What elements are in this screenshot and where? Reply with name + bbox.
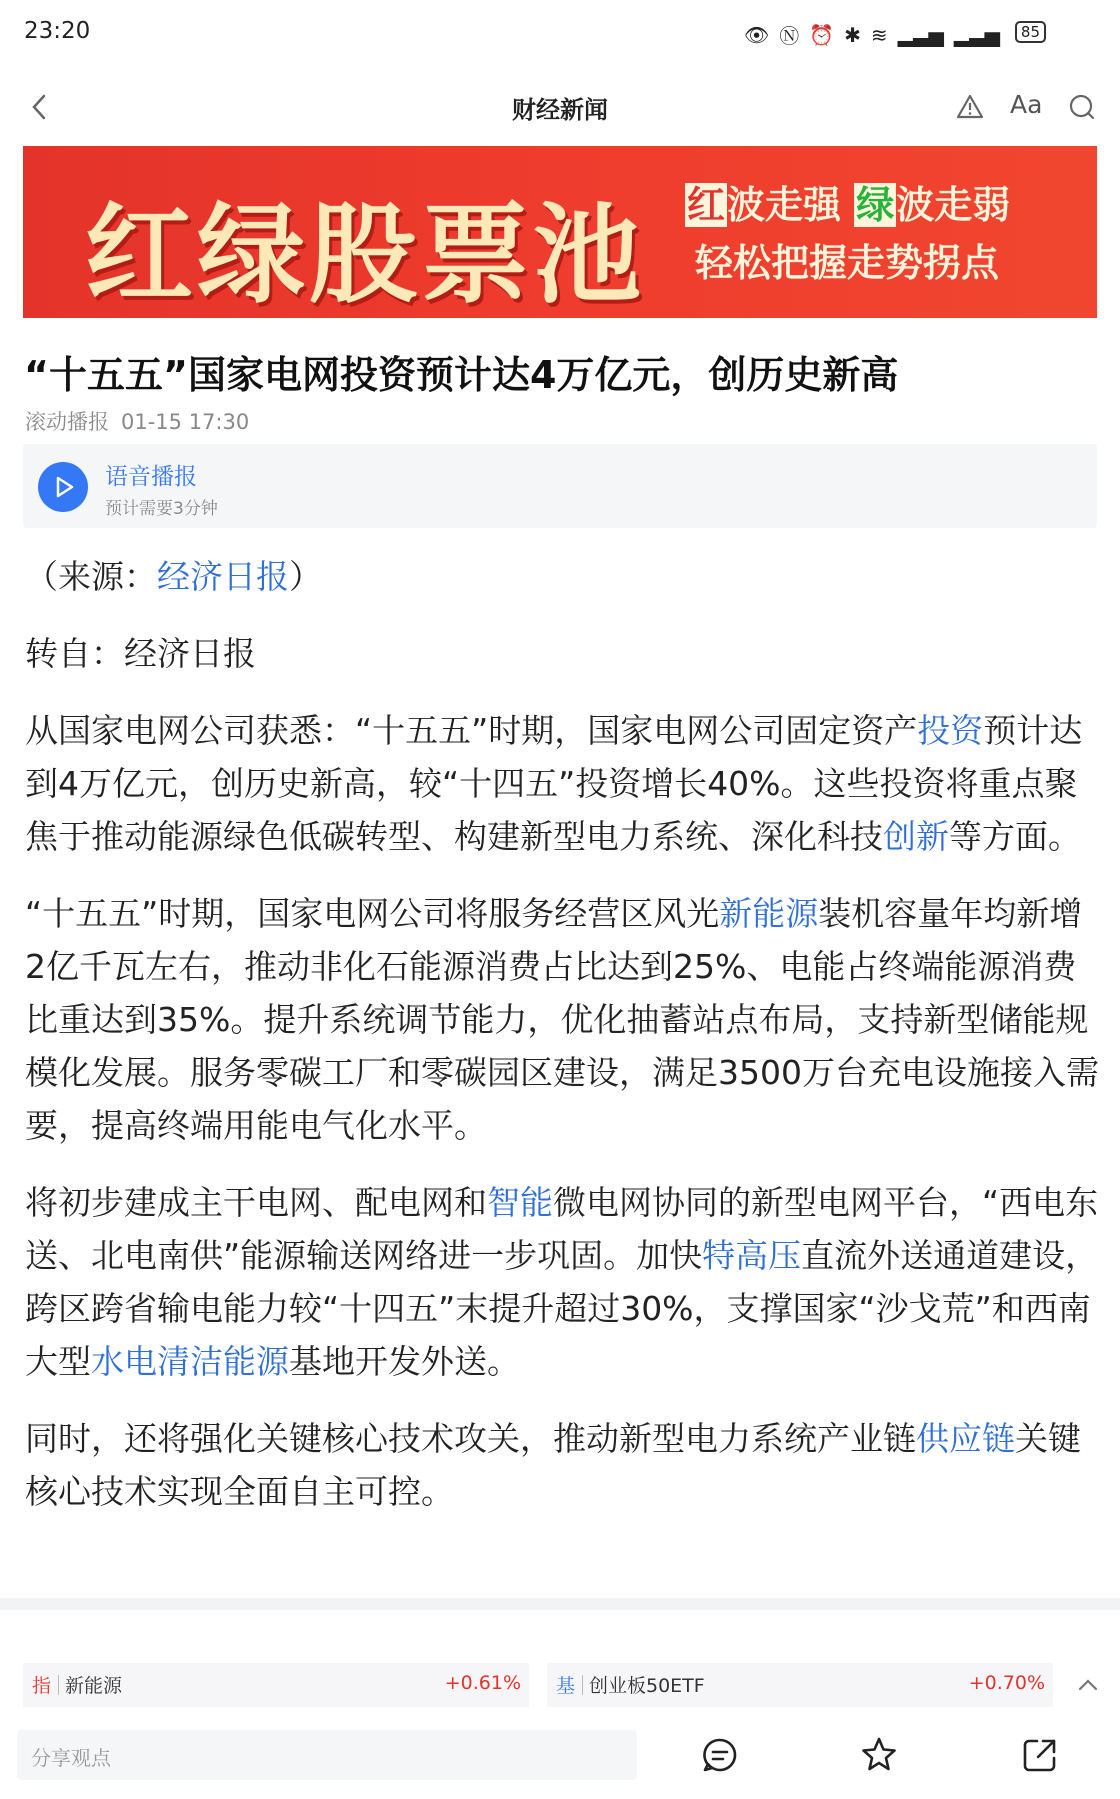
ticker-separator — [582, 1675, 583, 1695]
ticker-separator — [58, 1675, 59, 1695]
promo-banner[interactable] — [23, 146, 1097, 318]
banner-line-1 — [685, 174, 1010, 229]
comment-icon[interactable] — [699, 1734, 741, 1776]
ticker-change: +0.61% — [444, 1672, 521, 1694]
article-meta — [25, 406, 249, 436]
article-body — [25, 550, 1100, 1542]
link-uhv[interactable]: 特高压 — [702, 1236, 802, 1275]
article-title: “十五五”国家电网投资预计达4万亿元，创历史新高 — [24, 353, 899, 397]
p1-text-c: 等方面。 — [949, 817, 1081, 856]
page-title: 财经新闻 — [512, 96, 608, 124]
ticker-item[interactable] — [547, 1663, 1053, 1707]
audio-duration: 预计需要3分钟 — [105, 499, 218, 519]
p2-text-a: “十五五”时期，国家电网公司将服务经营区风光 — [25, 894, 720, 933]
banner-line1-b: 波走弱 — [896, 183, 1011, 227]
section-divider — [0, 1598, 1120, 1610]
report-warning-icon[interactable] — [950, 82, 990, 132]
ticker-change: +0.70% — [968, 1672, 1045, 1694]
ticker-tag: 指 — [32, 1675, 52, 1697]
bottom-bar — [0, 1650, 1120, 1799]
p3-text-c: 直流外送通道建设，跨区跨省输电能力较“十四五”末提升超过30%，支撑国家“沙戈荒”和西南大型 — [25, 1236, 1099, 1381]
eye-icon: 👁 — [743, 22, 770, 47]
ticker-name: 新能源 — [65, 1675, 123, 1697]
alarm-icon: ⏰ — [809, 22, 835, 47]
paragraph-2 — [25, 887, 1100, 1152]
p3-text-a: 将初步建成主干电网、配电网和 — [25, 1183, 487, 1222]
banner-line-2: 轻松把握走势拐点 — [695, 241, 1000, 285]
banner-red-char: 红 — [687, 183, 726, 227]
wifi-icon: ≋ — [870, 22, 888, 47]
paragraph-4 — [25, 1412, 1100, 1518]
ticker-tag: 基 — [556, 1675, 576, 1697]
link-smart[interactable]: 智能 — [487, 1183, 553, 1222]
font-size-button[interactable]: Aa — [1010, 90, 1043, 119]
status-time: 23:20 — [24, 18, 91, 44]
article-datetime: 01-15 17:30 — [121, 410, 250, 434]
p3-text-d: 基地开发外送。 — [289, 1342, 520, 1381]
search-icon[interactable] — [1063, 82, 1103, 132]
play-icon[interactable] — [38, 462, 88, 512]
source-tag: 滚动播报 — [25, 410, 109, 434]
signal-icon-2: ▂▃▅ — [953, 22, 1000, 47]
ticker-item[interactable] — [23, 1663, 529, 1707]
p4-text-a: 同时，还将强化关键核心技术攻关，推动新型电力系统产业链 — [25, 1419, 916, 1458]
p1-text-a: 从国家电网公司获悉：“十五五”时期，国家电网公司固定资产 — [25, 711, 918, 750]
p3-text-b: 微电网协同的新型电网平台，“西电东送、北电南供”能源输送网络进一步巩固。加快 — [25, 1183, 1099, 1275]
link-innovation[interactable]: 创新 — [883, 817, 949, 856]
source-prefix: （来源： — [25, 557, 157, 596]
nfc-icon: Ⓝ — [779, 24, 800, 48]
status-icons — [744, 20, 1000, 49]
p4-text-b: 关键核心技术实现全面自主可控。 — [25, 1419, 1081, 1511]
signal-icon: ▂▃▅ — [897, 22, 944, 47]
paragraph-3 — [25, 1176, 1100, 1388]
banner-title: 红绿股票池 — [85, 193, 646, 318]
paragraph-1 — [25, 704, 1100, 863]
status-bar — [0, 0, 1120, 64]
share-opinion-input[interactable] — [17, 1730, 637, 1780]
share-icon[interactable] — [1019, 1734, 1061, 1776]
link-investment[interactable]: 投资 — [917, 711, 984, 750]
link-new-energy[interactable]: 新能源 — [719, 894, 819, 933]
link-hydro-clean-energy[interactable]: 水电清洁能源 — [91, 1342, 289, 1381]
audio-broadcast-card[interactable] — [23, 444, 1097, 528]
source-line — [25, 550, 1100, 603]
banner-line1-a: 波走强 — [727, 183, 842, 227]
top-nav — [0, 64, 1120, 154]
chevron-up-icon[interactable] — [1076, 1676, 1100, 1698]
p2-text-b: 装机容量年均新增2亿千瓦左右，推动非化石能源消费占比达到25%、电能占终端能源消费比重达到35%。提升系统调节能力，优化抽蓄站点布局，支持新型储能规模化发展。服务零碳工厂和零碳园区建设，满足3500万台充电设施接入需要，提高终端用能电气化水平。 — [25, 894, 1099, 1145]
share-placeholder: 分享观点 — [31, 1746, 111, 1770]
audio-title: 语音播报 — [105, 464, 197, 490]
ticker-name: 创业板50ETF — [589, 1675, 705, 1697]
bluetooth-icon: ✱ — [844, 22, 861, 47]
source-suffix: ） — [289, 557, 322, 596]
link-supply-chain[interactable]: 供应链 — [916, 1419, 1015, 1458]
repost-line: 转自：经济日报 — [25, 634, 256, 673]
battery-indicator: 85 — [1015, 21, 1046, 43]
p1-text-b: 预计达到4万亿元，创历史新高，较“十四五”投资增长40%。这些投资将重点聚焦于推动能源绿色低碳转型、构建新型电力系统、深化科技 — [25, 711, 1083, 856]
banner-green-char: 绿 — [856, 183, 895, 227]
star-favorite-icon[interactable] — [858, 1734, 900, 1776]
source-link[interactable]: 经济日报 — [157, 557, 289, 596]
